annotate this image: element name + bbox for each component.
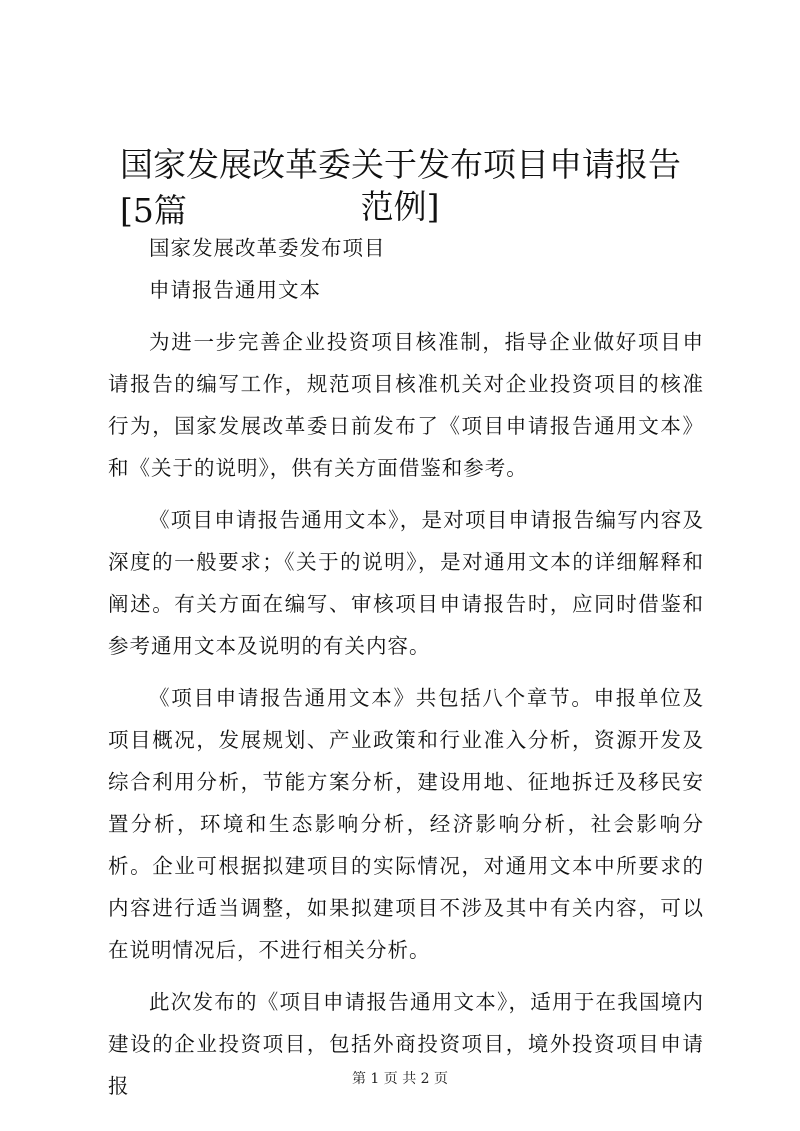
document-title-line-1: 国家发展改革委关于发布项目申请报告[5篇 [120,145,681,230]
document-title-line-2: 范例] [360,187,440,226]
page-footer: 第 1 页 共 2 页 [351,1071,449,1087]
paragraph: 为进一步完善企业投资项目核准制，指导企业做好项目申请报告的编写工作，规范项目核准机关对企业投资项目的核准行为，国家发展改革委日前发布了《项目申请报告通用文本》和《关于的说明》，供有关方面借鉴和参考。 [108,330,704,480]
paragraph-heading-1: 国家发展改革委发布项目 [149,236,386,260]
paragraph-heading-2: 申请报告通用文本 [149,278,321,302]
paragraph: 此次发布的《项目申请报告通用文本》，适用于在我国境内建设的企业投资项目，包括外商投资项目，境外投资项目申请报 [108,990,704,1098]
document-body [108,227,704,1107]
paragraph: 《项目申请报告通用文本》，是对项目申请报告编写内容及深度的一般要求；《关于的说明》，是对通用文本的详细解释和阐述。有关方面在编写、审核项目申请报告时，应同时借鉴和参考通用文本及说明的有关内容。 [108,508,704,658]
paragraph: 《项目申请报告通用文本》共包括八个章节。申报单位及项目概况，发展规划、产业政策和行业准入分析，资源开发及综合利用分析，节能方案分析，建设用地、征地拆迁及移民安置分析，环境和生态影响分析，经济影响分析，社会影响分析。企业可根据拟建项目的实际情况，对通用文本中所要求的内容进行适当调整，如果拟建项目不涉及其中有关内容，可以在说明情况后，不进行相关分析。 [108,686,704,962]
